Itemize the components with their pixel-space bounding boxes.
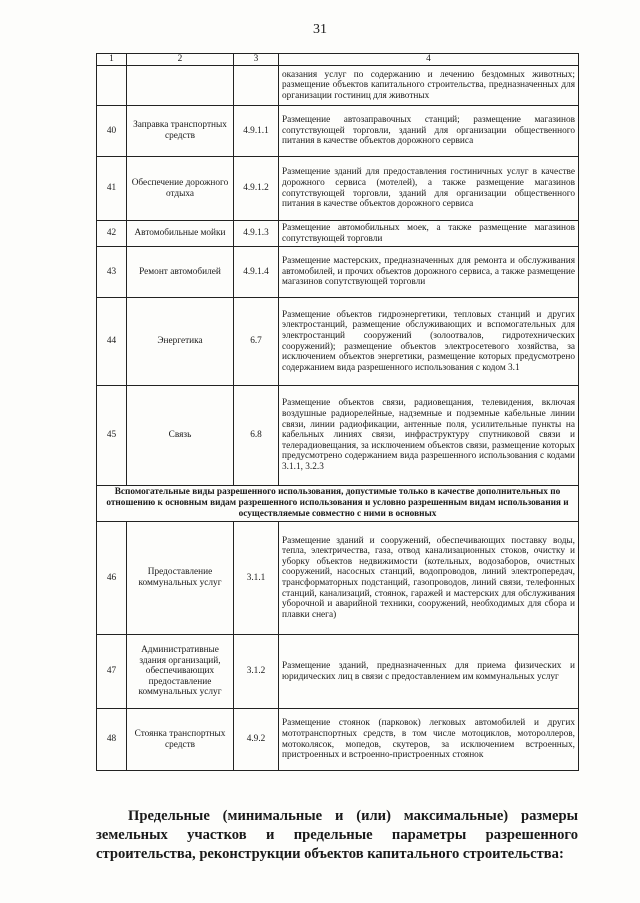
section-header-row [97,486,579,522]
table-row [97,247,579,298]
table-header-row [97,54,579,66]
use-name: Ремонт автомобилей [127,247,234,298]
use-name: Обеспечение дорожного отдыха [127,157,234,221]
table-row [97,298,579,386]
row-number: 44 [97,298,127,386]
row-number: 40 [97,106,127,157]
use-name: Энергетика [127,298,234,386]
column-header: 4 [279,54,579,66]
use-description: Размещение объектов гидроэнергетики, тепловых станций и других электростанций, размещение обслуживающих и вспомогательных для электростанций сооружений (золоотвалов, гидротехнических сооружений); размещение объектов электросетевого хозяйства, за исключением объектов энергетики, размещение которых предусмотрено содержанием вида разрешенного использования с кодом 3.1 [279,298,579,386]
row-number [97,66,127,106]
use-name: Заправка транспортных средств [127,106,234,157]
use-description: Размещение автомобильных моек, а также размещение магазинов сопутствующей торговли [279,221,579,247]
page-number: 31 [313,22,327,37]
land-use-table [96,53,579,771]
table-row [97,709,579,771]
use-description: оказания услуг по содержанию и лечению бездомных животных; размещение объектов капитального строительства, предназначенных для организации гостиниц для животных [279,66,579,106]
use-name [127,66,234,106]
column-header: 3 [234,54,279,66]
use-name: Административные здания организаций, обеспечивающих предоставление коммунальных услуг [127,635,234,709]
column-header: 2 [127,54,234,66]
use-code: 4.9.1.3 [234,221,279,247]
column-header: 1 [97,54,127,66]
use-code: 4.9.2 [234,709,279,771]
use-code: 6.7 [234,298,279,386]
use-code: 4.9.1.4 [234,247,279,298]
use-name: Автомобильные мойки [127,221,234,247]
row-number: 48 [97,709,127,771]
use-code: 4.9.1.1 [234,106,279,157]
use-name: Предоставление коммунальных услуг [127,522,234,635]
use-name: Стоянка транспортных средств [127,709,234,771]
table-row [97,157,579,221]
row-number: 46 [97,522,127,635]
use-code: 6.8 [234,386,279,486]
table-row [97,522,579,635]
use-code: 3.1.1 [234,522,279,635]
row-number: 43 [97,247,127,298]
use-description: Размещение объектов связи, радиовещания, телевидения, включая воздушные радиорелейные, надземные и подземные кабельные линии связи, линии радиофикации, антенные поля, усилительные пункты на кабельных линиях связи, инфраструктуру спутниковой связи и телерадиовещания, за исключением объектов связи, размещение которых предусмотрено содержанием вида разрешенного использования с кодами 3.1.1, 3.2.3 [279,386,579,486]
use-name: Связь [127,386,234,486]
row-number: 47 [97,635,127,709]
table-row [97,66,579,106]
use-description: Размещение мастерских, предназначенных для ремонта и обслуживания автомобилей, и прочих объектов дорожного сервиса, а также размещение магазинов сопутствующей торговли [279,247,579,298]
table-row [97,386,579,486]
row-number: 42 [97,221,127,247]
use-code: 3.1.2 [234,635,279,709]
use-code: 4.9.1.2 [234,157,279,221]
use-description: Размещение автозаправочных станций; размещение магазинов сопутствующей торговли, зданий для организации общественного питания в качестве объектов дорожного сервиса [279,106,579,157]
row-number: 41 [97,157,127,221]
section-title: Вспомогательные виды разрешенного использования, допустимые только в качестве дополнительных по отношению к основным видам разрешенного использования и условно разрешенным видам использования и осуществляемые совместно с ними в основных [97,486,579,522]
use-description: Размещение зданий, предназначенных для приема физических и юридических лиц в связи с предоставлением им коммунальных услуг [279,635,579,709]
table-row [97,221,579,247]
use-description: Размещение зданий и сооружений, обеспечивающих поставку воды, тепла, электричества, газа, отвод канализационных стоков, очистку и уборку объектов недвижимости (котельных, водозаборов, очистных сооружений, насосных станций, водопроводов, линий электропередач, трансформаторных подстанций, газопроводов, линий связи, телефонных станций, канализаций, стоянок, гаражей и мастерских для обслуживания уборочной и аварийной техники, сооружений, необходимых для сбора и плавки снега) [279,522,579,635]
use-description: Размещение стоянок (парковок) легковых автомобилей и других мототранспортных средств, в том числе мотоциклов, мотороллеров, мотоколясок, мопедов, скутеров, за исключением встроенных, пристроенных и встроенно-пристроенных стоянок [279,709,579,771]
limits-heading: Предельные (минимальные и (или) максимальные) размеры земельных участков и предельные параметры разрешенного строительства, реконструкции объектов капитального строительства: [96,808,578,862]
table-row [97,635,579,709]
use-description: Размещение зданий для предоставления гостиничных услуг в качестве дорожного сервиса (мотелей), а также размещение магазинов сопутствующей торговли, зданий для организации общественного питания в качестве объектов дорожного сервиса [279,157,579,221]
row-number: 45 [97,386,127,486]
table-row [97,106,579,157]
use-code [234,66,279,106]
